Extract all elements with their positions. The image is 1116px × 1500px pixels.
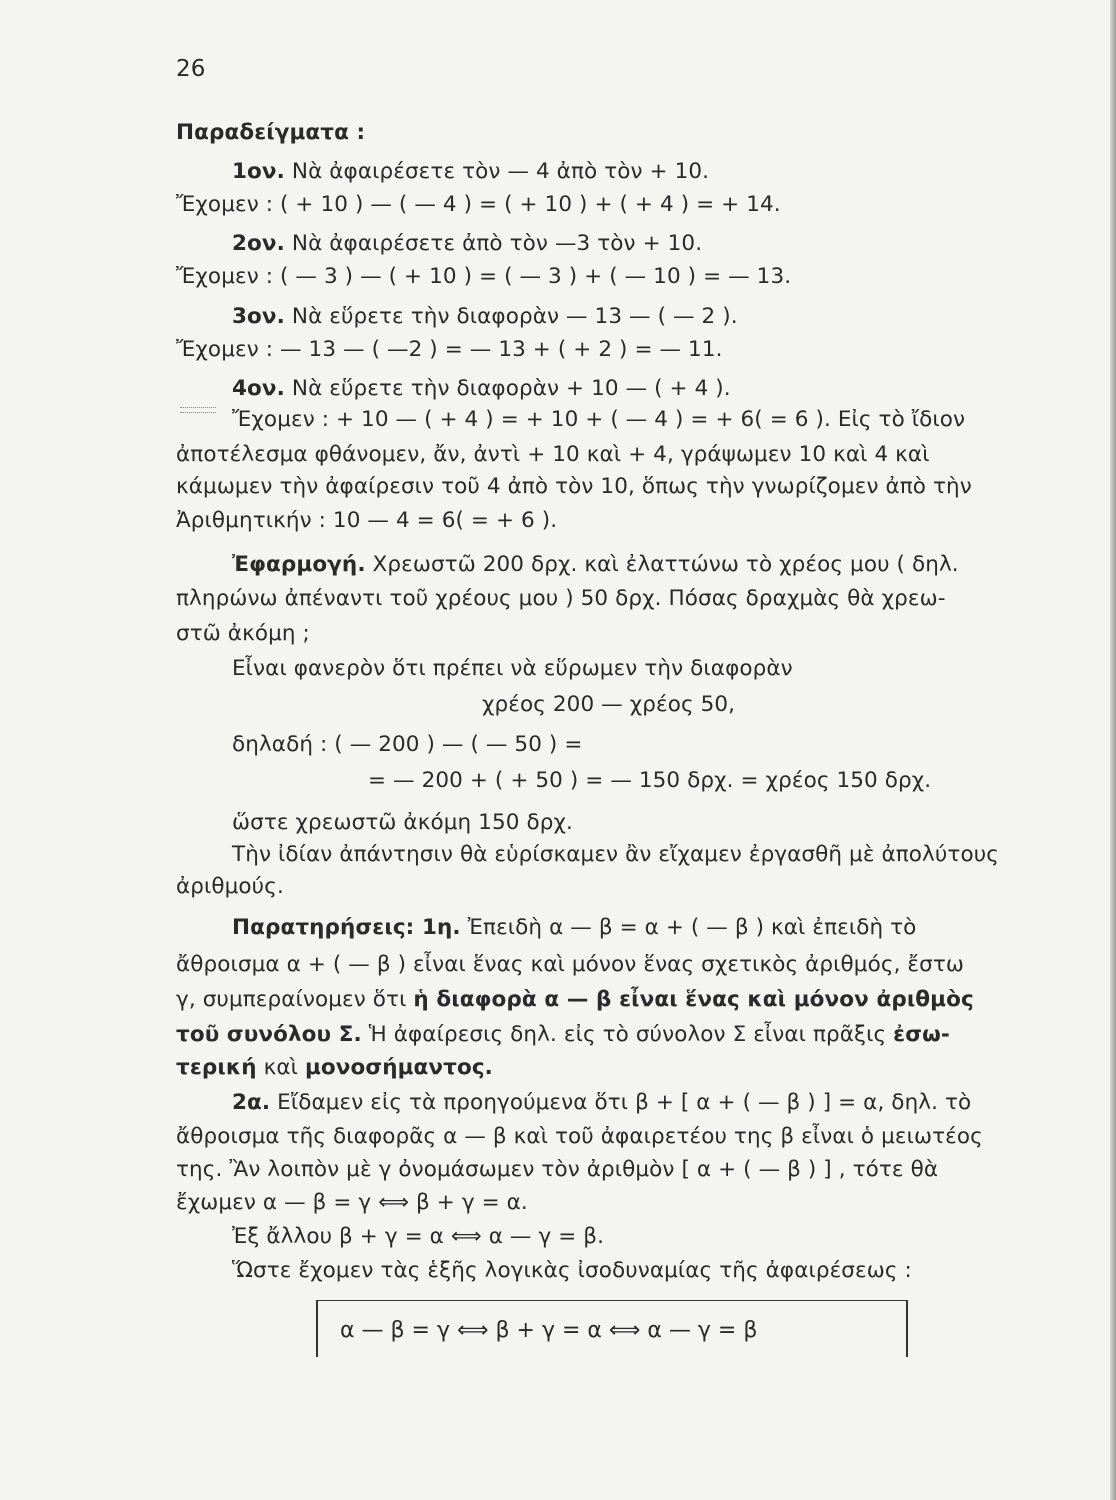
remarks-2-line-1: 2α. Εἴδαμεν εἰς τὰ προηγούμενα ὅτι β + [ α + ( — β ) ] = α, δηλ. τὸ [232, 1090, 972, 1115]
example-2-result: Ἔχομεν : ( — 3 ) — ( + 10 ) = ( — 3 ) + ( — 10 ) = — 13. [176, 264, 792, 289]
remarks-line-5: τερική καὶ μονοσήμαντος. [176, 1055, 493, 1080]
remarks-line-1: Παρατηρήσεις: 1η. Ἐπειδὴ α — β = α + ( — β ) καὶ ἐπειδὴ τὸ [232, 915, 917, 940]
example-4-cont-1: ἀποτέλεσμα φθάνομεν, ἄν, ἀντὶ + 10 καὶ + 4, γράψωμεν 10 καὶ 4 καὶ [176, 442, 930, 467]
remarks-line-2: ἄθροισμα α + ( — β ) εἶναι ἕνας καὶ μόνον ἕνας σχετικὸς ἀριθμός, ἔστω [176, 952, 965, 977]
remarks-2-line-3: της. Ἂν λοιπὸν μὲ γ ὀνομάσωμεν τὸν ἀριθμὸν [ α + ( — β ) ] , τότε θὰ [176, 1157, 939, 1182]
remarks-2-line-5: Ἐξ ἄλλου β + γ = α ⟺ α — γ = β. [232, 1224, 605, 1249]
remarks-2-line-4: ἔχωμεν α — β = γ ⟺ β + γ = α. [176, 1190, 528, 1215]
application-line-5: χρέος 200 — χρέος 50, [482, 692, 736, 717]
example-4-result: Ἔχομεν : + 10 — ( + 4 ) = + 10 + ( — 4 ) = + 6( = 6 ). Εἰς τὸ ἴδιον [232, 407, 966, 432]
example-1-task: 1ον. Νὰ ἀφαιρέσετε τὸν — 4 ἀπὸ τὸν + 10. [232, 159, 710, 184]
example-2-task: 2ον. Νὰ ἀφαιρέσετε ἀπὸ τὸν —3 τὸν + 10. [232, 231, 703, 256]
example-4-cont-2: κάμωμεν τὴν ἀφαίρεσιν τοῦ 4 ἀπὸ τὸν 10, ὅπως τὴν γνωρίζομεν ἀπὸ τὴν [176, 474, 972, 499]
remarks-line-3: γ, συμπεραίνομεν ὅτι ἡ διαφορὰ α — β εἶναι ἕνας καὶ μόνον ἀριθμὸς [176, 987, 974, 1012]
application-line-2: πληρώνω ἀπέναντι τοῦ χρέους μου ) 50 δρχ. Πόσας δραχμὰς θὰ χρεω- [176, 586, 946, 611]
application-line-10: ἀριθμούς. [176, 874, 284, 899]
example-3-result: Ἔχομεν : — 13 — ( —2 ) = — 13 + ( + 2 ) = — 11. [176, 337, 723, 362]
examples-heading: Παραδείγματα : [176, 120, 366, 145]
remarks-2-line-2: ἄθροισμα τῆς διαφορᾶς α — β καὶ τοῦ ἀφαιρετέου της β εἶναι ὁ μειωτέος [176, 1124, 983, 1149]
example-3-task: 3ον. Νὰ εὕρετε τὴν διαφορὰν — 13 — ( — 2 ). [232, 304, 738, 329]
application-line-4: Εἶναι φανερὸν ὅτι πρέπει νὰ εὕρωμεν τὴν διαφορὰν [232, 656, 793, 681]
example-1-result: Ἔχομεν : ( + 10 ) — ( — 4 ) = ( + 10 ) + ( + 4 ) = + 14. [176, 192, 781, 217]
example-4-cont-3: Ἀριθμητικήν : 10 — 4 = 6( = + 6 ). [176, 508, 558, 533]
page-edge-shadow [1110, 0, 1116, 1500]
remarks-line-4: τοῦ συνόλου Σ. Ἡ ἀφαίρεσις δηλ. εἰς τὸ σύνολον Σ εἶναι πρᾶξις ἐσω- [176, 1022, 950, 1047]
boxed-equivalence: α — β = γ ⟺ β + γ = α ⟺ α — γ = β [340, 1318, 758, 1343]
application-line-8: ὥστε χρεωστῶ ἀκόμη 150 δρχ. [232, 810, 573, 835]
application-line-7: = — 200 + ( + 50 ) = — 150 δρχ. = χρέος 150 δρχ. [368, 768, 932, 793]
application-line-6: δηλαδή : ( — 200 ) — ( — 50 ) = [232, 732, 583, 757]
application-line-9: Τὴν ἰδίαν ἀπάντησιν θὰ εὑρίσκαμεν ἂν εἴχαμεν ἐργασθῆ μὲ ἀπολύτους [232, 842, 999, 867]
application-line-3: στῶ ἀκόμη ; [176, 621, 310, 646]
application-line-1: Ἐφαρμογή. Χρεωστῶ 200 δρχ. καὶ ἐλαττώνω τὸ χρέος μου ( δηλ. [232, 552, 959, 577]
example-4-task: 4ον. Νὰ εὕρετε τὴν διαφορὰν + 10 — ( + 4 ). [232, 376, 731, 401]
page-number: 26 [176, 56, 206, 82]
margin-mark [180, 407, 216, 413]
remarks-2-line-6: Ὥστε ἔχομεν τὰς ἑξῆς λογικὰς ἰσοδυναμίας τῆς ἀφαιρέσεως : [232, 1258, 912, 1283]
